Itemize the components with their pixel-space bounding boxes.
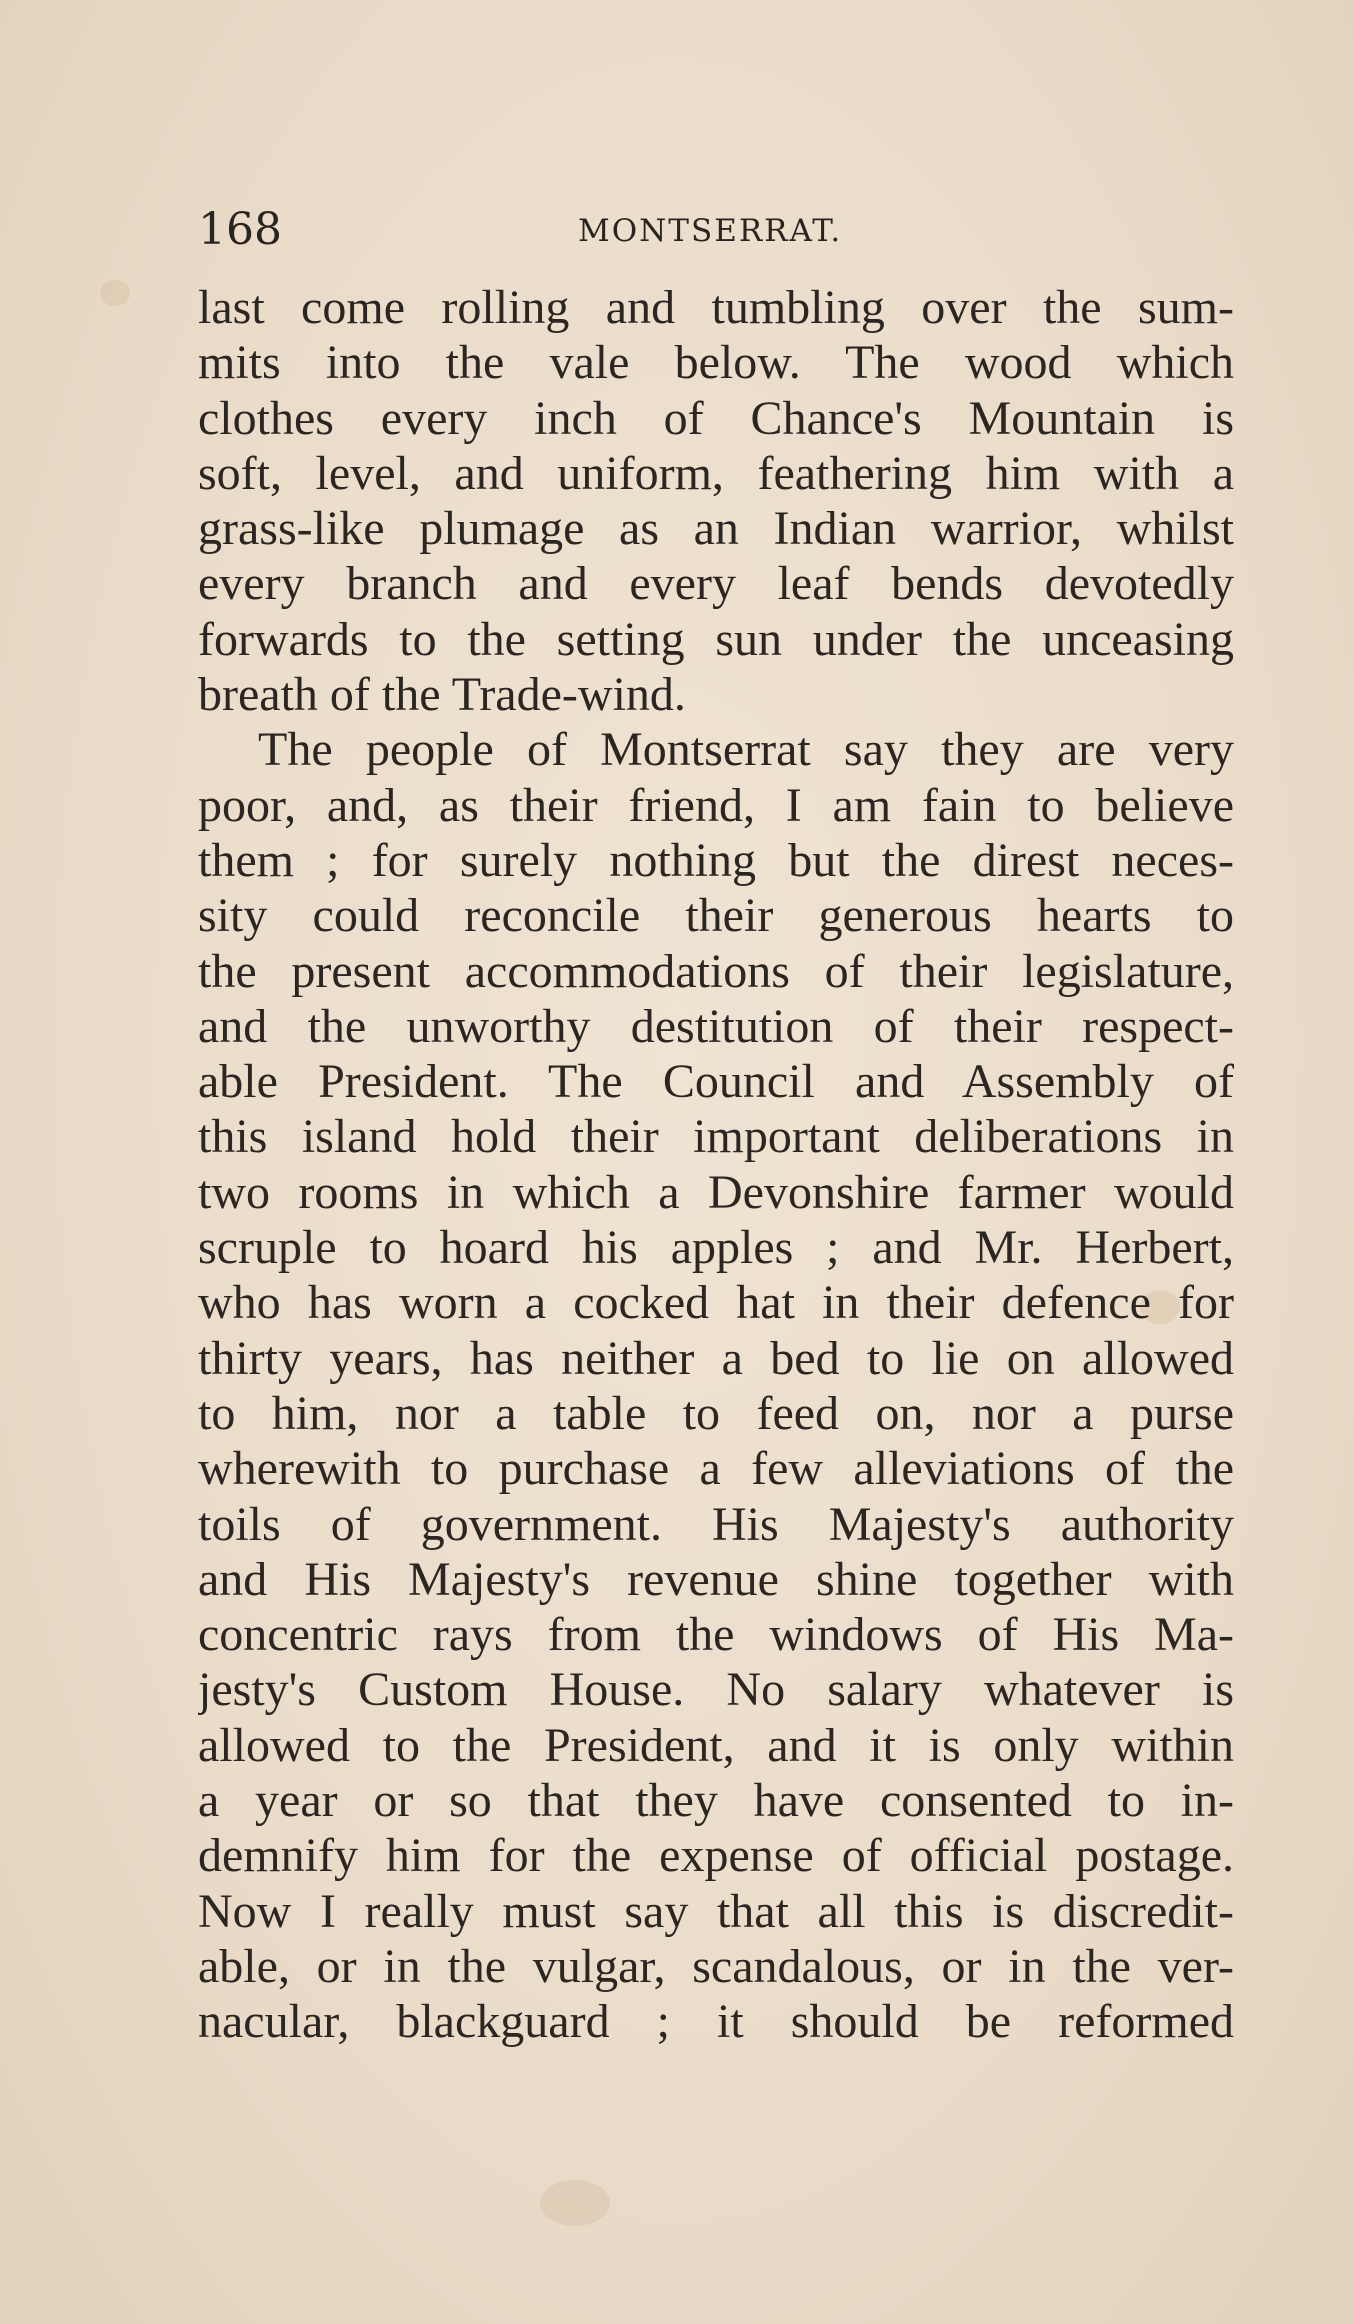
text-line: nacular, blackguard ; it should be reformed [198,1995,1234,2049]
body-text [198,280,1234,2050]
text-line: clothes every inch of Chance's Mountain is [198,391,1234,445]
text-line: soft, level, and uniform, feathering him with a [198,446,1234,500]
text-line: toils of government. His Majesty's authority [198,1497,1234,1551]
text-line: demnify him for the expense of official postage. [198,1829,1234,1883]
text-line: mits into the vale below. The wood which [198,336,1234,390]
text-line: breath of the Trade-wind. [198,668,686,722]
text-line: wherewith to purchase a few alleviations of the [198,1442,1234,1496]
text-line: The people of Montserrat say they are very [258,723,1234,777]
text-line: the present accommodations of their legislature, [198,944,1234,998]
page-header [198,200,1238,260]
text-line: last come rolling and tumbling over the sum- [198,281,1234,334]
text-line: concentric rays from the windows of His Ma- [198,1608,1234,1662]
text-line: able, or in the vulgar, scandalous, or in the ver- [198,1939,1234,1993]
text-line: to him, nor a table to feed on, nor a purse [198,1386,1234,1440]
text-line: and the unworthy destitution of their respect- [198,999,1234,1053]
text-line: sity could reconcile their generous hearts to [198,889,1234,943]
text-line: jesty's Custom House. No salary whatever is [198,1663,1234,1717]
foxing-spot [100,280,130,306]
page-number: 168 [198,204,282,255]
text-line: them ; for surely nothing but the direst neces- [198,833,1234,887]
text-line: forwards to the setting sun under the unceasing [198,612,1234,666]
text-line: every branch and every leaf bends devotedly [198,557,1234,611]
text-line: poor, and, as their friend, I am fain to believe [198,778,1234,832]
text-line: who has worn a cocked hat in their defence for [198,1276,1234,1330]
text-line: two rooms in which a Devonshire farmer would [198,1165,1234,1219]
text-line: able President. The Council and Assembly of [198,1055,1234,1109]
text-line: this island hold their important deliberations in [198,1110,1234,1164]
text-line: thirty years, has neither a bed to lie on allowed [198,1331,1234,1385]
text-line: Now I really must say that all this is discredit- [198,1884,1234,1938]
foxing-spot [540,2180,610,2226]
text-line: and His Majesty's revenue shine together with [198,1552,1234,1606]
text-line: allowed to the President, and it is only within [198,1718,1234,1772]
running-head: MONTSERRAT. [578,213,843,249]
text-line: a year or so that they have consented to in- [198,1774,1234,1828]
text-line: scruple to hoard his apples ; and Mr. Herbert, [198,1221,1234,1275]
text-line: grass-like plumage as an Indian warrior, whilst [198,502,1234,556]
